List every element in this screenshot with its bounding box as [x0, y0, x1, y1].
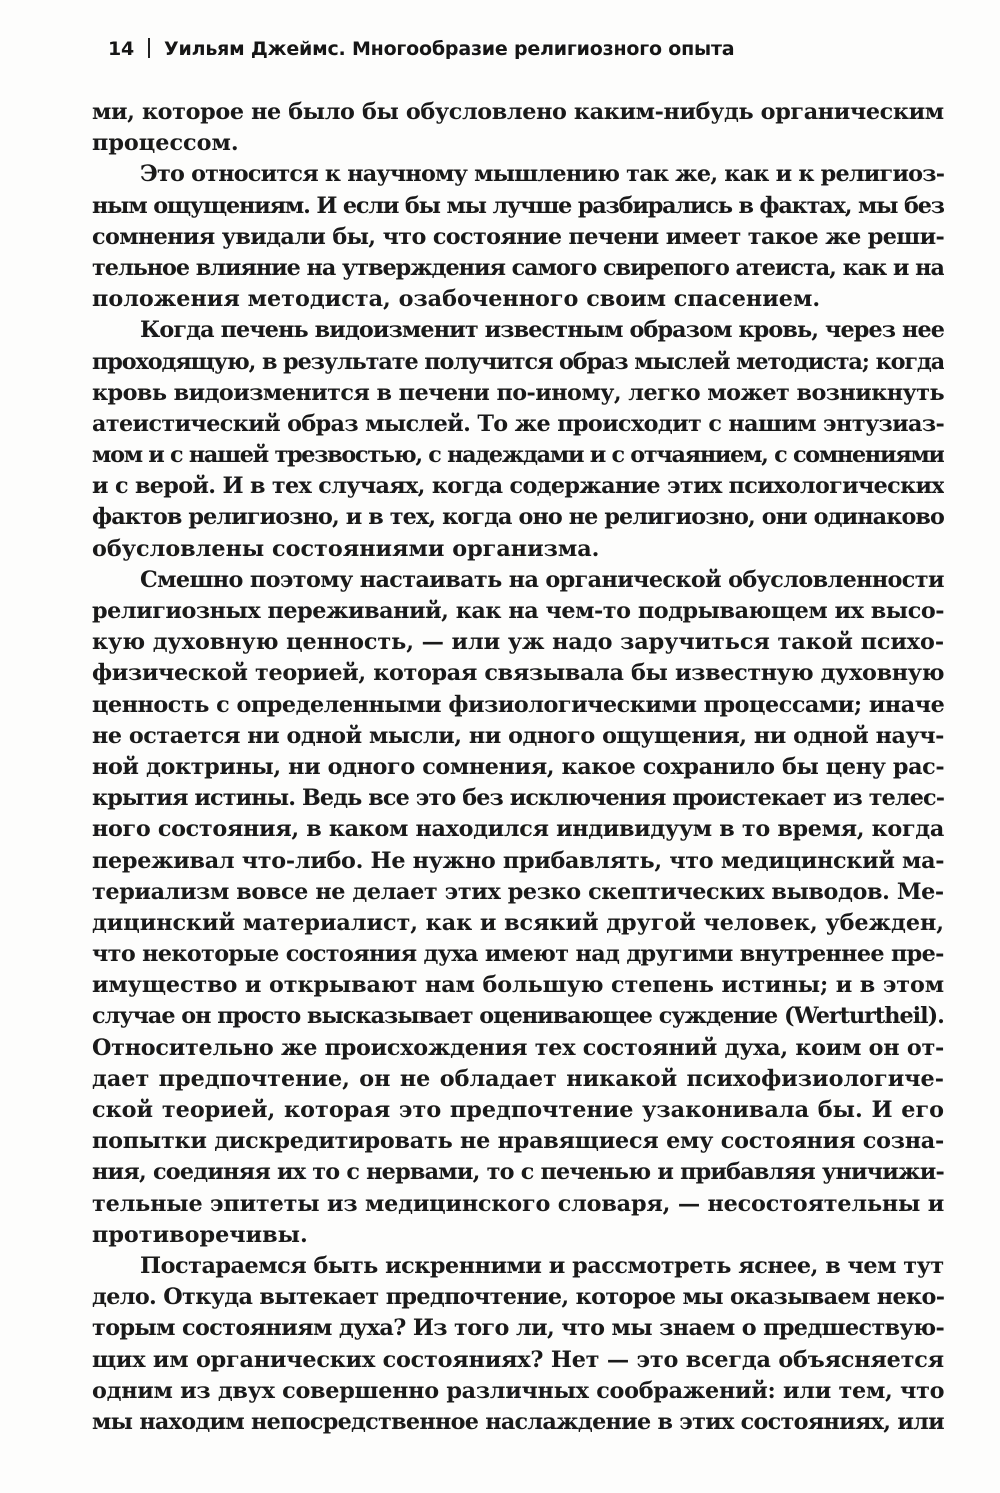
text-line: религиозных переживаний, как на чем-то подрывающем их высо- — [92, 598, 944, 624]
text-line: Когда печень видоизменит известным образом кровь, через нее — [140, 317, 944, 344]
running-title: Уильям Джеймс. Многообразие религиозного опыта — [164, 38, 735, 60]
text-line: щих им органических состояниях? Нет — это всегда объясняется — [92, 1346, 944, 1373]
text-line: имущество и открывают нам большую степень истины; и в этом — [92, 972, 944, 999]
text-line: дицинский материалист, как и всякий другой человек, убежден, — [92, 909, 944, 936]
text-line: дело. Откуда вытекает предпочтение, которое мы оказываем неко- — [92, 1284, 944, 1311]
text-line: не остается ни одной мысли, ни одного ощущения, ни одной науч- — [92, 722, 944, 749]
text-line: дает предпочтение, он не обладает никакой психофизиологиче- — [92, 1065, 944, 1092]
text-line: крытия истины. Ведь все это без исключения проистекает из телес- — [92, 785, 944, 812]
text-line: Это относится к научному мышлению так же, как и к религиоз- — [140, 161, 944, 188]
text-line: случае он просто высказывает оценивающее суждение (Werturtheil). — [92, 1003, 944, 1030]
text-line: Смешно поэтому настаивать на органической обусловленности — [140, 566, 944, 593]
text-line: что некоторые состояния духа имеют над другими внутреннее пре- — [92, 941, 944, 968]
text-line: мы находим непосредственное наслаждение в этих состояниях, или — [92, 1408, 944, 1435]
text-line: териализм вовсе не делает этих резко скептических выводов. Ме- — [92, 878, 944, 905]
text-line: Относительно же происхождения тех состояний духа, коим он от- — [92, 1034, 944, 1061]
text-line: ния, соединяя их то с нервами, то с печенью и прибавляя уничижи- — [92, 1159, 944, 1186]
text-line: кую духовную ценность, — или уж надо заручиться такой психо- — [92, 629, 944, 656]
body-text — [92, 97, 944, 1438]
text-line: попытки дискредитировать не нравящиеся ему состояния созна- — [92, 1128, 944, 1155]
text-line: ми, которое не было бы обусловлено каким-нибудь органическим — [92, 99, 944, 125]
text-line: одним из двух совершенно различных соображений: или тем, что — [92, 1377, 944, 1404]
text-line: и с верой. И в тех случаях, когда содержание этих психологических — [92, 473, 944, 500]
text-line: переживал что-либо. Не нужно прибавлять, что медицинский ма- — [92, 847, 944, 874]
text-line: проходящую, в результате получится образ мыслей методиста; когда — [92, 348, 944, 375]
page-number: 14 — [108, 38, 135, 60]
text-line: противоречивы. — [92, 1221, 308, 1248]
text-line: физической теорией, которая связывала бы известную духовную — [92, 660, 944, 687]
text-line: ного состояния, в каком находился индивидуум в то время, когда — [92, 816, 944, 843]
text-line: сомнения увидали бы, что состояние печени имеет такое же реши- — [92, 223, 944, 250]
text-line: процессом. — [92, 130, 239, 157]
text-line: Постараемся быть искренними и рассмотреть яснее, в чем тут — [140, 1252, 944, 1279]
running-head — [108, 38, 734, 60]
text-line: кровь видоизменится в печени по-иному, легко может возникнуть — [92, 379, 944, 406]
header-divider — [148, 38, 150, 58]
text-line: мом и с нашей трезвостью, с надеждами и с отчаянием, с сомнениями — [92, 442, 944, 469]
text-line: атеистический образ мыслей. То же происходит с нашим энтузиаз- — [92, 410, 944, 437]
text-line: ной доктрины, ни одного сомнения, какое сохранило бы цену рас- — [92, 753, 944, 780]
text-line: торым состояниям духа? Из того ли, что мы знаем о предшествую- — [92, 1315, 944, 1342]
text-line: ценность с определенными физиологическими процессами; иначе — [92, 691, 944, 718]
text-line: ным ощущениям. И если бы мы лучше разбирались в фактах, мы без — [92, 192, 944, 219]
text-line: тельное влияние на утверждения самого свирепого атеиста, как и на — [92, 254, 944, 281]
text-line: ской теорией, которая это предпочтение узаконивала бы. И его — [92, 1097, 944, 1123]
text-line: тельные эпитеты из медицинского словаря, — несостоятельны и — [92, 1190, 944, 1217]
text-line: обусловлены состояниями организма. — [92, 535, 600, 562]
text-line: фактов религиозно, и в тех, когда оно не религиозно, они одинаково — [92, 504, 944, 531]
text-line: положения методиста, озабоченного своим спасением. — [92, 286, 821, 313]
